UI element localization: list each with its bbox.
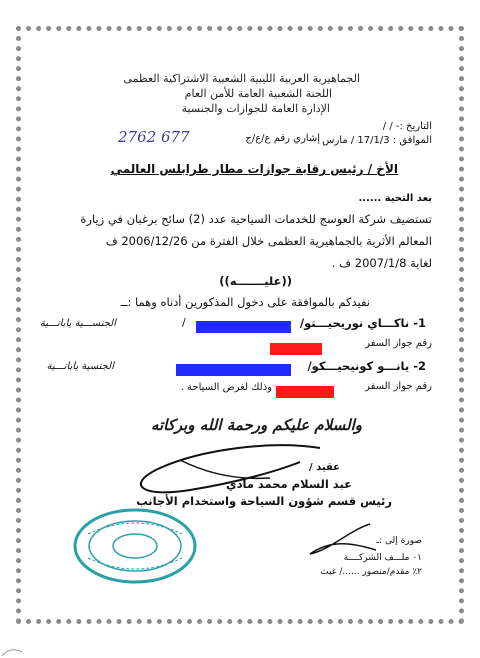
closing-handwritten: والسلام عليكم ورحمة الله وبركاته	[150, 416, 362, 434]
copy-1: ٠١ ملـــف الشركــــة	[343, 553, 422, 563]
muwafiq-label: الموافق : 17/1/3 / مارس	[322, 135, 432, 146]
person-1-nationality: الجنســـية يابانـــية	[39, 318, 116, 329]
addressee: الأخ / رئيس رقابة جوازات مطار طرابلس العالمي	[110, 162, 398, 176]
person-2-redaction	[176, 359, 291, 378]
subject-alayh: ((عليـــــــه))	[219, 274, 292, 288]
header-line-3: الإدارة العامة للجوازات والجنسية	[181, 102, 330, 115]
reference-label: إشاري رقم ع/ع/ج	[245, 133, 320, 144]
request-line: نفيدكم بالموافقة على دخول المذكورين أدناه وهما :ــ	[120, 295, 370, 309]
copy-2: ٢٪ مقدم/منصور ....../ غيث	[320, 567, 422, 577]
person-1-passport-redaction	[270, 338, 322, 357]
reference-number: 2762 677	[118, 128, 190, 146]
date-label: التاريخ :- / /	[382, 121, 432, 132]
body-paragraph-2: المعالم الأثرية بالجماهيرية العظمى خلال الفترة من 2006/12/26 ف	[105, 234, 432, 248]
person-2-name: 2- يانـــو كونيحيـــكو/	[307, 359, 426, 373]
person-2-passport-redaction	[276, 381, 334, 400]
signatory-name: عبد السلام محمد مادي	[226, 477, 352, 491]
header-line-1: الجماهيرية العربية الليبية الشعبية الاشتراكية العظمى	[123, 72, 360, 85]
official-stamp	[70, 504, 200, 588]
person-2-nationality: الجنسية يابانـــية	[46, 361, 114, 372]
copies-label: صورة إلى :ـ	[376, 536, 422, 546]
purpose-line: وذلك لغرض السياحة .	[180, 382, 272, 393]
page-corner-mark	[0, 638, 24, 658]
person-2-passport-label: رقم جواز السفر	[365, 381, 432, 392]
handwritten-signature	[120, 440, 330, 500]
header-line-2: اللجنة الشعبية العامة للأمن العام	[184, 87, 332, 100]
signatory-rank: عقيد /	[308, 462, 340, 473]
separator-slash: /	[182, 316, 186, 329]
person-1-redaction	[196, 316, 291, 335]
person-1-passport-label: رقم جواز السفر	[365, 338, 432, 349]
body-paragraph-1: تستضيف شركة العوسج للخدمات السياحية عدد (2) سائح برغبان في زيارة	[80, 212, 432, 226]
greeting: بعد التحية ......	[358, 193, 432, 204]
person-1-name: 1- ناكـــاي نوريحيـــتو/	[299, 316, 426, 330]
signatory-title: رئيس قسم شؤون السياحة واستخدام الأجانب	[136, 494, 392, 508]
body-paragraph-3: لغاية 2007/1/8 ف .	[331, 256, 432, 270]
